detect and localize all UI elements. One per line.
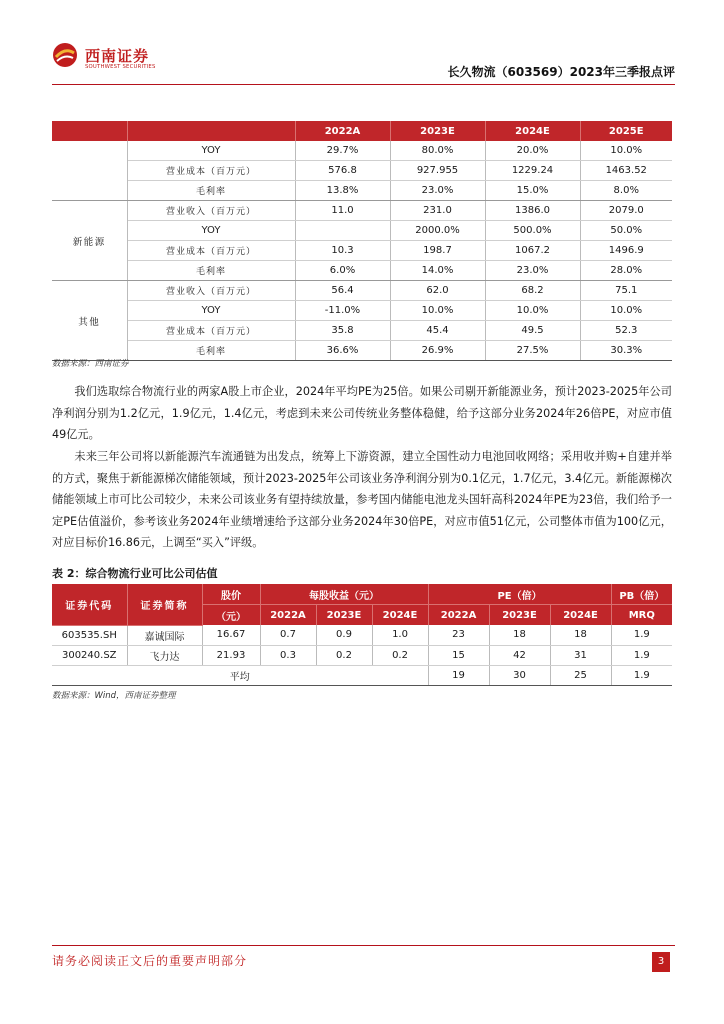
table-cell: 50.0% (580, 221, 672, 241)
table-cell: 13.8% (295, 181, 390, 201)
header-cell: 2024E (485, 121, 580, 141)
table-cell: 6.0% (295, 261, 390, 281)
table-cell: 68.2 (485, 281, 580, 301)
table-row (52, 301, 672, 321)
disclaimer-note: 请务必阅读正文后的重要声明部分 (52, 954, 248, 968)
table-row (52, 645, 672, 665)
header-cell: MRQ (611, 605, 672, 626)
header-cell (52, 121, 127, 141)
header-cell: PE（倍） (428, 584, 611, 605)
table1-source-note: 数据来源：西南证券 (52, 359, 129, 369)
header-cell (127, 121, 295, 141)
logo-english-name: SOUTHWEST SECURITIES (85, 64, 156, 70)
page-number: 3 (652, 952, 670, 972)
row-label: 营业成本（百万元） (127, 161, 295, 181)
table-cell: 10.0% (580, 141, 672, 161)
row-label: 营业成本（百万元） (127, 321, 295, 341)
table-header-row (52, 121, 672, 141)
row-group-label: 新能源 (52, 201, 127, 281)
header-cell: 2022A (260, 605, 316, 626)
table2-title: 表 2：综合物流行业可比公司估值 (52, 567, 218, 580)
security-code: 300240.SZ (52, 645, 127, 665)
table-cell: 1229.24 (485, 161, 580, 181)
table-cell: 28.0% (580, 261, 672, 281)
table-cell: 927.955 (390, 161, 485, 181)
header-cell: 2024E (550, 605, 611, 626)
table-cell: 1.0 (372, 625, 428, 645)
table-cell: 20.0% (485, 141, 580, 161)
table-cell: 25 (550, 665, 611, 685)
table-cell: 1463.52 (580, 161, 672, 181)
header-cell: 2023E (390, 121, 485, 141)
table-cell: 15.0% (485, 181, 580, 201)
logo-chinese-name: 西南证券 (85, 47, 150, 65)
company-logo (52, 42, 162, 76)
table-cell: 198.7 (390, 241, 485, 261)
table-cell: 23.0% (390, 181, 485, 201)
table-cell: 10.0% (390, 301, 485, 321)
table-cell: 80.0% (390, 141, 485, 161)
table2-source-note: 数据来源：Wind，西南证券整理 (52, 691, 176, 701)
row-label: 毛利率 (127, 341, 295, 361)
table-row (52, 341, 672, 361)
header-cell: 2023E (489, 605, 550, 626)
table-row (52, 161, 672, 181)
header-cell: 证券代码 (52, 584, 127, 625)
table-cell: 45.4 (390, 321, 485, 341)
table-cell: 49.5 (485, 321, 580, 341)
table-row (52, 625, 672, 645)
average-label: 平均 (52, 665, 428, 685)
table-cell: 27.5% (485, 341, 580, 361)
table-cell: 62.0 (390, 281, 485, 301)
logo-emblem-icon (52, 42, 78, 68)
table-cell: 75.1 (580, 281, 672, 301)
table-cell: 29.7% (295, 141, 390, 161)
row-group-label (52, 141, 127, 201)
report-title: 长久物流（603569）2023年三季报点评 (447, 65, 675, 79)
table-cell: 576.8 (295, 161, 390, 181)
table-cell: 1067.2 (485, 241, 580, 261)
table-cell: 0.3 (260, 645, 316, 665)
table-cell: -11.0% (295, 301, 390, 321)
body-paragraph: 未来三年公司将以新能源汽车流通链为出发点，统筹上下游资源，建立全国性动力电池回收网络；采用收并购+自建并举的方式，聚焦于新能源梯次储能领域，预计2023-2025年公司该业务净利润分别为0.1亿元，1.7亿元，3.4亿元。新能源梯次储能领域上市可比公司较少，未来公司该业务有望持续放量，参考国内储能电池龙头国轩高科2024年PE为23倍，我们给予一定PE估值溢价，参考该业务2024年业绩增速给予这部分业务2024年30倍PE，对应市值51亿元，公司整体市值为100亿元，对应目标价16.86元，上调至“买入”评级。 (52, 450, 672, 549)
table-cell: 1.9 (611, 625, 672, 645)
security-code: 603535.SH (52, 625, 127, 645)
table-cell: 231.0 (390, 201, 485, 221)
header-cell: 2022A (295, 121, 390, 141)
table-cell: 10.0% (580, 301, 672, 321)
table-row (52, 261, 672, 281)
table-cell: 18 (489, 625, 550, 645)
header-cell: 每股收益（元） (260, 584, 428, 605)
row-group-label: 其他 (52, 281, 127, 361)
header-cell: 股价 (202, 584, 260, 605)
header-cell: 2025E (580, 121, 672, 141)
table-cell: 2000.0% (390, 221, 485, 241)
table-row (52, 141, 672, 161)
table-cell: 31 (550, 645, 611, 665)
header-divider (52, 84, 675, 85)
row-label: YOY (127, 141, 295, 161)
table-row (52, 321, 672, 341)
table-cell: 18 (550, 625, 611, 645)
table-cell: 26.9% (390, 341, 485, 361)
table-cell: 0.9 (316, 625, 372, 645)
table-cell: 10.0% (485, 301, 580, 321)
row-label: 毛利率 (127, 261, 295, 281)
row-label: 营业成本（百万元） (127, 241, 295, 261)
table-cell (295, 221, 390, 241)
segment-forecast-table (52, 121, 672, 361)
table-cell: 23 (428, 625, 489, 645)
table-cell: 11.0 (295, 201, 390, 221)
table-row (52, 181, 672, 201)
table-cell: 30.3% (580, 341, 672, 361)
stock-price: 16.67 (202, 625, 260, 645)
table-header-row (52, 584, 672, 605)
header-cell: 证券简称 (127, 584, 202, 625)
comparable-valuation-table (52, 584, 672, 686)
header-cell: 2022A (428, 605, 489, 626)
row-label: 营业收入（百万元） (127, 201, 295, 221)
row-label: YOY (127, 301, 295, 321)
row-label: YOY (127, 221, 295, 241)
table-cell: 500.0% (485, 221, 580, 241)
row-label: 营业收入（百万元） (127, 281, 295, 301)
table-cell: 42 (489, 645, 550, 665)
table-cell: 19 (428, 665, 489, 685)
table-cell: 10.3 (295, 241, 390, 261)
header-cell: PB（倍） (611, 584, 672, 605)
table-cell: 8.0% (580, 181, 672, 201)
table-cell: 1.9 (611, 645, 672, 665)
table-cell: 15 (428, 645, 489, 665)
table-cell: 35.8 (295, 321, 390, 341)
table-cell: 36.6% (295, 341, 390, 361)
table-cell: 0.2 (316, 645, 372, 665)
row-label: 毛利率 (127, 181, 295, 201)
table-cell: 23.0% (485, 261, 580, 281)
header-cell: 2023E (316, 605, 372, 626)
table-cell: 0.7 (260, 625, 316, 645)
table-cell: 1386.0 (485, 201, 580, 221)
table-cell: 14.0% (390, 261, 485, 281)
table-row (52, 221, 672, 241)
table-cell: 1496.9 (580, 241, 672, 261)
body-paragraph: 我们选取综合物流行业的两家A股上市企业，2024年平均PE为25倍。如果公司剔开新能源业务，预计2023-2025年公司净利润分别为1.2亿元，1.9亿元，1.4亿元，考虑到未来公司传统业务整体稳健，给予这部分业务2024年26倍PE，对应市值49亿元。 (52, 385, 672, 441)
header-cell: 2024E (372, 605, 428, 626)
security-name: 飞力达 (127, 645, 202, 665)
table-row (52, 201, 672, 221)
table-cell: 1.9 (611, 665, 672, 685)
table-cell: 2079.0 (580, 201, 672, 221)
table-cell: 30 (489, 665, 550, 685)
table-row (52, 241, 672, 261)
table-cell: 52.3 (580, 321, 672, 341)
footer-divider (52, 945, 675, 946)
page-header (0, 0, 724, 92)
table-row (52, 281, 672, 301)
security-name: 嘉诚国际 (127, 625, 202, 645)
header-cell: （元） (202, 605, 260, 626)
average-row (52, 665, 672, 685)
table-cell: 56.4 (295, 281, 390, 301)
table-cell: 0.2 (372, 645, 428, 665)
stock-price: 21.93 (202, 645, 260, 665)
